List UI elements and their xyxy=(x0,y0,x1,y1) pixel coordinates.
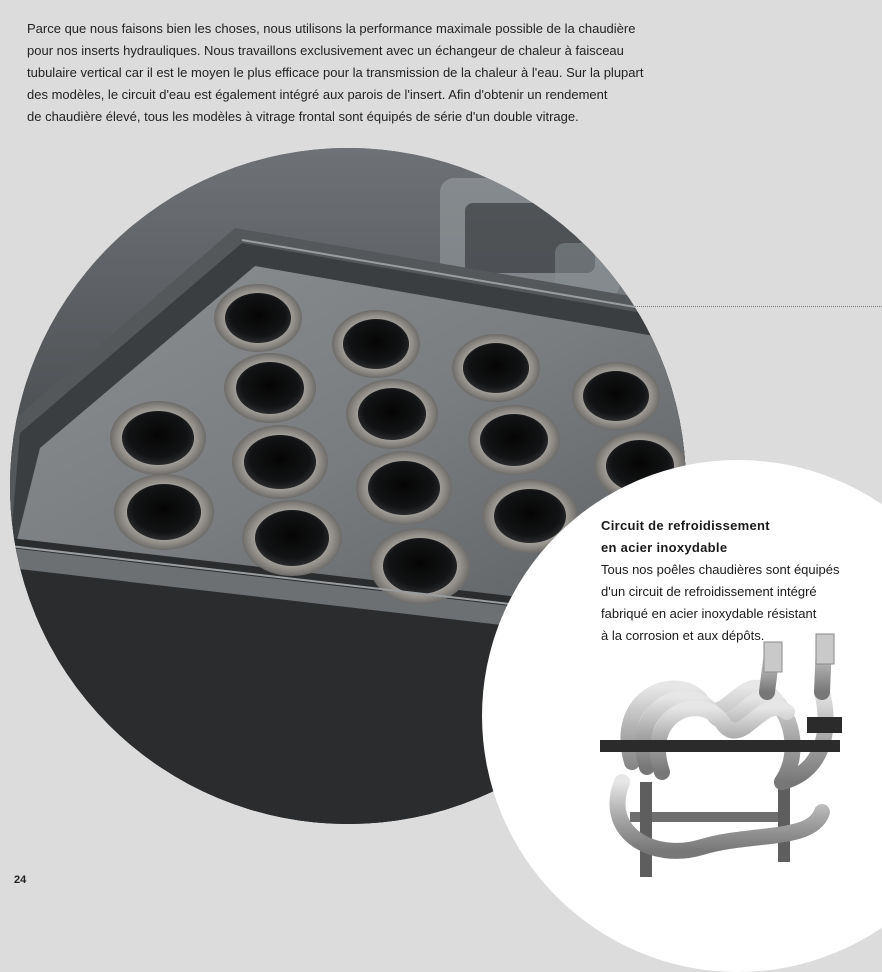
callout-body-line: Tous nos poêles chaudières sont équipés xyxy=(601,562,840,577)
intro-paragraph xyxy=(27,18,687,128)
intro-line: des modèles, le circuit d'eau est également intégré aux parois de l'insert. Afin d'obtenir un rendement xyxy=(27,87,608,102)
stainless-coil-illustration xyxy=(592,632,862,882)
intro-line: pour nos inserts hydrauliques. Nous travaillons exclusivement avec un échangeur de chaleur à faisceau xyxy=(27,43,624,58)
callout-body-line: fabriqué en acier inoxydable résistant xyxy=(601,606,817,621)
intro-line: tubulaire vertical car il est le moyen le plus efficace pour la transmission de la chaleur à l'eau. Sur la plupart xyxy=(27,65,644,80)
dotted-divider xyxy=(630,306,882,307)
page-number: 24 xyxy=(14,874,27,886)
cooling-circuit-callout xyxy=(601,515,881,647)
callout-body-line: à la corrosion et aux dépôts. xyxy=(601,628,765,643)
callout-title-line: Circuit de refroidissement xyxy=(601,518,770,533)
callout-body-line: d'un circuit de refroidissement intégré xyxy=(601,584,817,599)
intro-line: Parce que nous faisons bien les choses, nous utilisons la performance maximale possible de la chaudière xyxy=(27,21,636,36)
callout-title-line: en acier inoxydable xyxy=(601,540,728,555)
intro-line: de chaudière élevé, tous les modèles à vitrage frontal sont équipés de série d'un double vitrage. xyxy=(27,109,579,124)
